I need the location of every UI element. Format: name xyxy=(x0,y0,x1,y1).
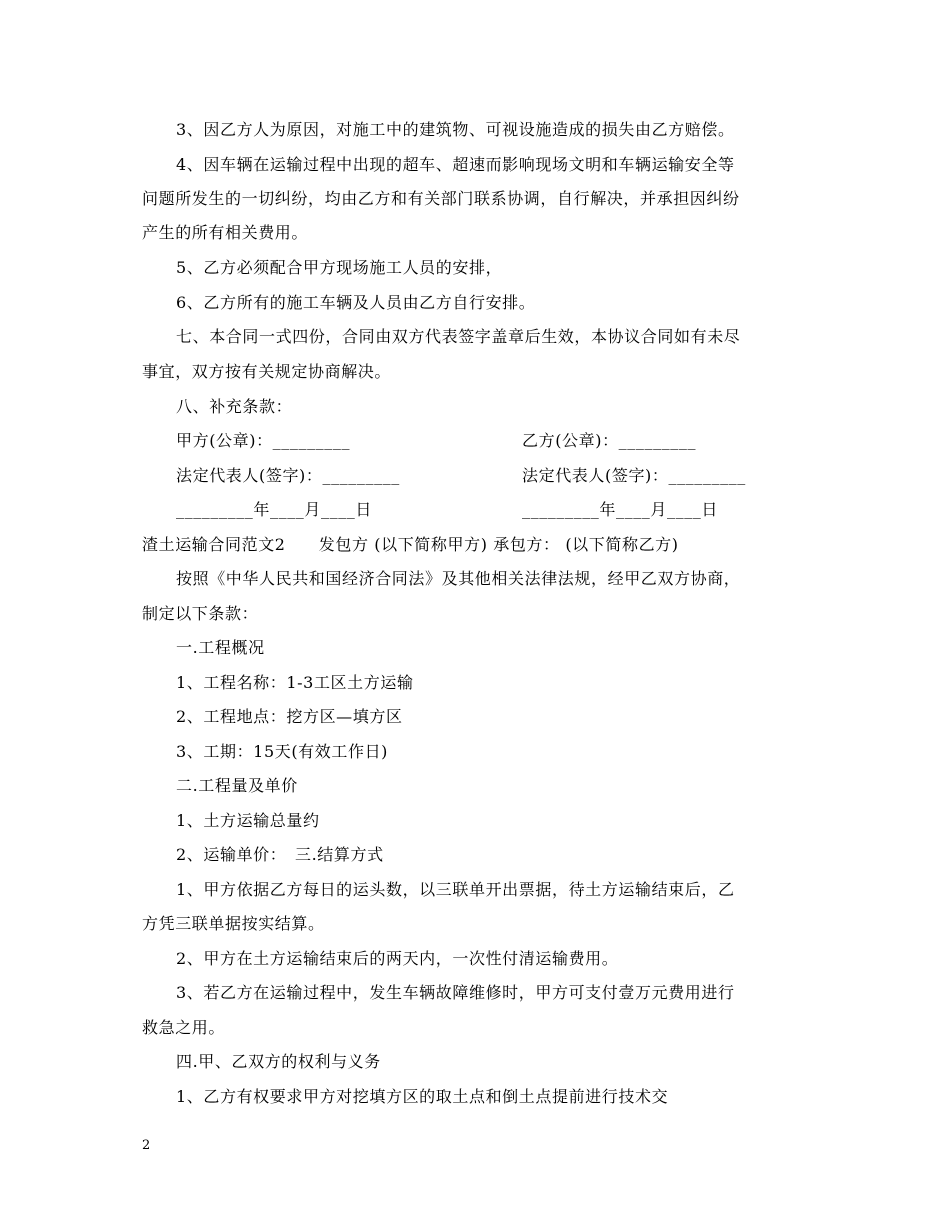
party-b-date-line: _________年____月____日 xyxy=(522,500,718,519)
party-a-representative-line: 法定代表人(签字)：_________ xyxy=(176,466,400,485)
paragraph-line: 5、乙方必须配合甲方现场施工人员的安排， xyxy=(176,258,503,277)
paragraph-line: 事宜，双方按有关规定协商解决。 xyxy=(142,362,392,381)
paragraph-line: 问题所发生的一切纠纷，均由乙方和有关部门联系协调，自行解决，并承担因纠纷 xyxy=(142,189,740,208)
section-heading: 二.工程量及单价 xyxy=(176,776,298,795)
paragraph-line: 2、运输单价： 三.结算方式 xyxy=(176,845,384,864)
paragraph-line: 七、本合同一式四份，合同由双方代表签字盖章后生效，本协议合同如有未尽 xyxy=(176,327,741,346)
paragraph-line: 4、因车辆在运输过程中出现的超车、超速而影响现场文明和车辆运输安全等 xyxy=(176,155,735,174)
party-b-representative-line: 法定代表人(签字)：_________ xyxy=(522,466,746,485)
section-heading: 四.甲、乙双方的权利与义务 xyxy=(176,1052,381,1071)
paragraph-line: 6、乙方所有的施工车辆及人员由乙方自行安排。 xyxy=(176,293,536,312)
paragraph-line: 产生的所有相关费用。 xyxy=(142,223,309,242)
paragraph-line: 2、甲方在土方运输结束后的两天内，一次性付清运输费用。 xyxy=(176,949,619,968)
paragraph-line: 2、工程地点：挖方区—填方区 xyxy=(176,707,403,726)
supplementary-clauses-heading: 八、补充条款： xyxy=(176,397,293,416)
paragraph-line: 3、因乙方人为原因，对施工中的建筑物、可视设施造成的损失由乙方赔偿。 xyxy=(176,120,735,139)
section-heading: 一.工程概况 xyxy=(176,638,265,657)
paragraph-line: 救急之用。 xyxy=(142,1018,226,1037)
contract-2-heading: 渣土运输合同范文2 发包方 (以下简称甲方) 承包方： (以下简称乙方) xyxy=(142,535,679,554)
paragraph-line: 1、乙方有权要求甲方对挖填方区的取土点和倒土点提前进行技术交 xyxy=(176,1087,669,1106)
page-number: 2 xyxy=(142,1138,151,1153)
paragraph-line: 1、土方运输总量约 xyxy=(176,811,320,830)
party-a-date-line: _________年____月____日 xyxy=(176,500,372,519)
paragraph-line: 按照《中华人民共和国经济合同法》及其他相关法律法规，经甲乙双方协商， xyxy=(176,569,741,588)
paragraph-line: 方凭三联单据按实结算。 xyxy=(142,914,325,933)
paragraph-line: 1、工程名称：1-3工区土方运输 xyxy=(176,673,414,692)
paragraph-line: 3、若乙方在运输过程中，发生车辆故障维修时，甲方可支付壹万元费用进行 xyxy=(176,983,735,1002)
paragraph-line: 制定以下条款： xyxy=(142,604,259,623)
paragraph-line: 1、甲方依据乙方每日的运头数，以三联单开出票据，待土方运输结束后，乙 xyxy=(176,880,735,899)
party-b-seal-line: 乙方(公章)：_________ xyxy=(522,431,697,450)
paragraph-line: 3、工期：15天(有效工作日) xyxy=(176,742,389,761)
party-a-seal-line: 甲方(公章)：_________ xyxy=(176,431,351,450)
